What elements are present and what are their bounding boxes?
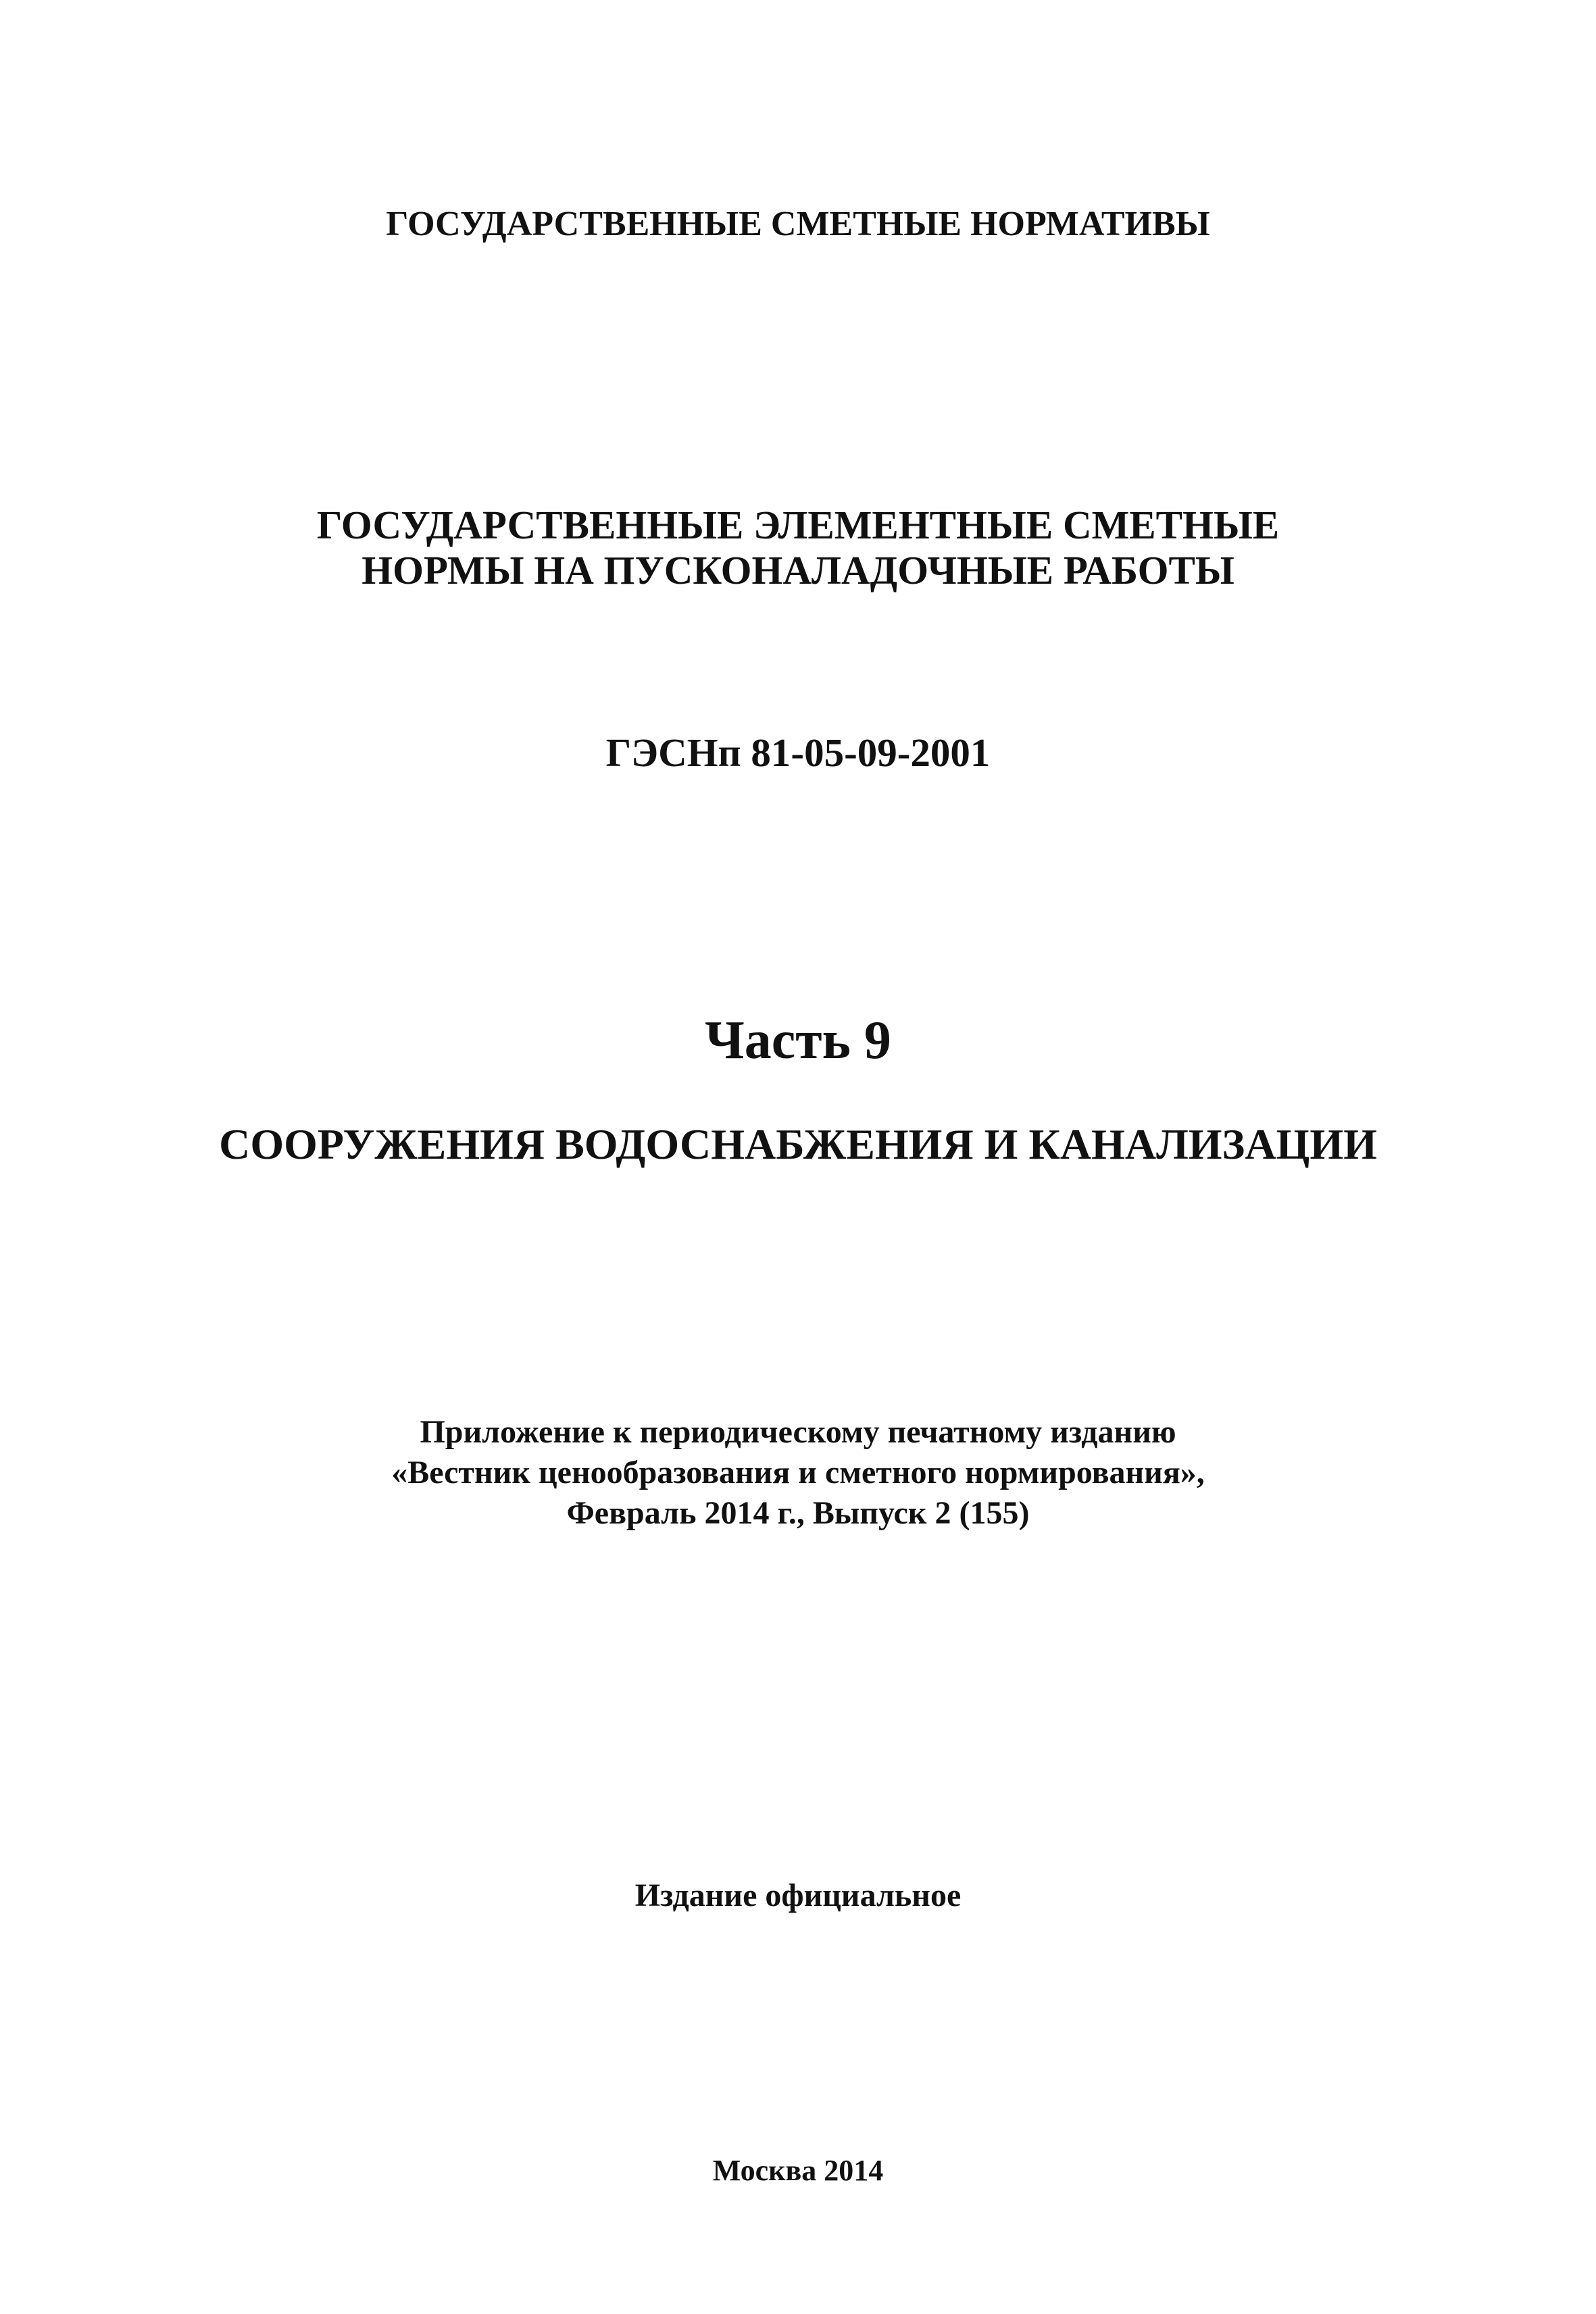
subject-heading: СООРУЖЕНИЯ ВОДОСНАБЖЕНИЯ И КАНАЛИЗАЦИИ [219,1120,1377,1168]
supplement-line-3: Февраль 2014 г., Выпуск 2 (155) [566,1495,1030,1531]
part-heading: Часть 9 [705,1011,891,1070]
title-line-2: НОРМЫ НА ПУСКОНАЛАДОЧНЫЕ РАБОТЫ [361,548,1235,593]
supplement-line-2: «Вестник ценообразования и сметного нормирования», [391,1455,1205,1490]
city-year-text: Москва 2014 [712,2154,884,2187]
edition-text: Издание официальное [634,1878,962,1913]
supplement-line-1: Приложение к периодическому печатному изданию [420,1414,1176,1450]
title-line-1: ГОСУДАРСТВЕННЫЕ ЭЛЕМЕНТНЫЕ СМЕТНЫЕ [316,503,1280,547]
header-text: ГОСУДАРСТВЕННЫЕ СМЕТНЫЕ НОРМАТИВЫ [386,205,1210,243]
document-code: ГЭСНп 81-05-09-2001 [605,730,991,775]
